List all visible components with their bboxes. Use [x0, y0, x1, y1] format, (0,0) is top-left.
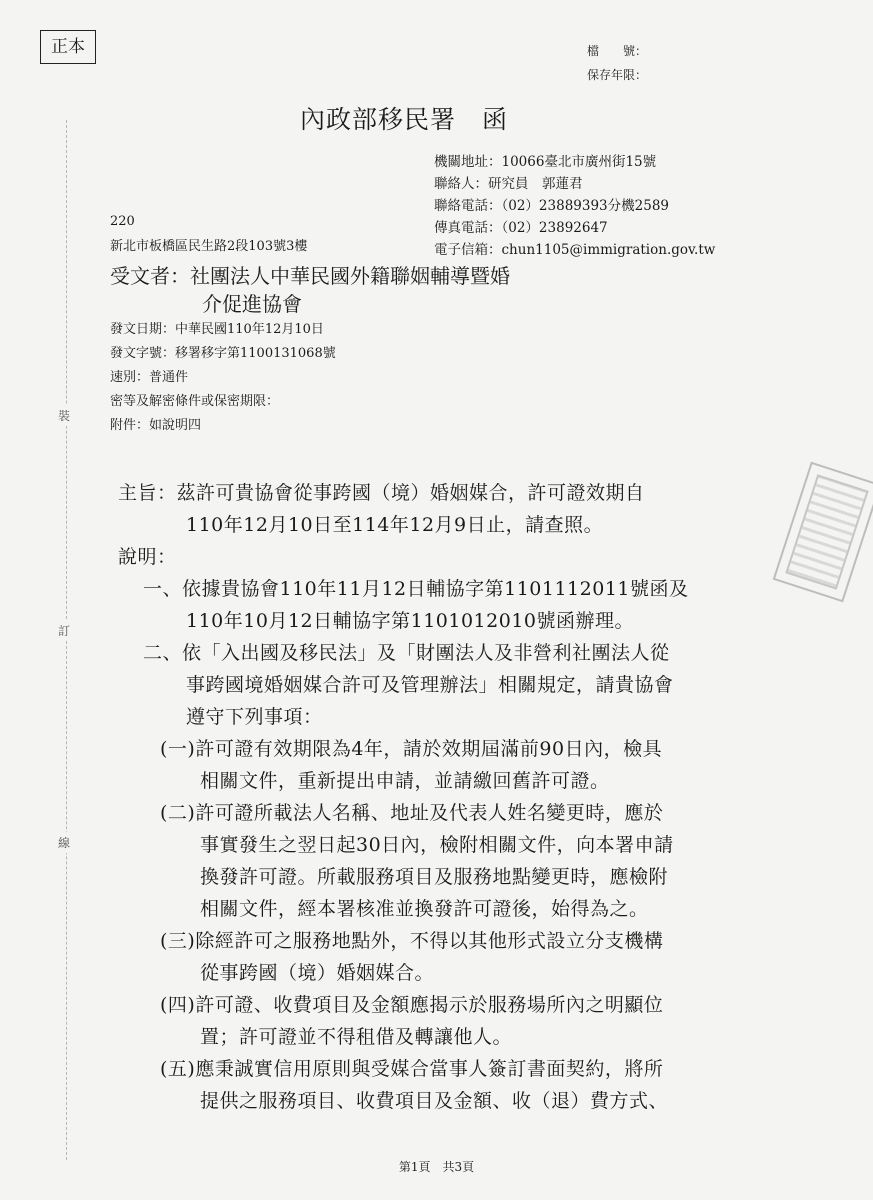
binding-mark-staple: 訂 [58, 620, 70, 641]
item-2-line-2: 事實發生之翌日起30日內，檢附相關文件，向本署申請 [200, 834, 674, 856]
retention-period-label: 保存年限： [587, 68, 648, 82]
explanation-heading: 說明： [118, 546, 177, 568]
subject-line-1: 主旨：茲許可貴協會從事跨國（境）婚姻媒合，許可證效期自 [118, 482, 645, 504]
item-5-line-2: 提供之服務項目、收費項目及金額、收（退）費方式、 [200, 1090, 669, 1112]
item-5-line-1: (五)應秉誠實信用原則與受媒合當事人簽訂書面契約，將所 [160, 1058, 664, 1080]
agency-phone: 聯絡電話：（02）23889393分機2589 [434, 198, 669, 214]
item-3-line-2: 從事跨國（境）婚姻媒合。 [200, 962, 435, 984]
recipient-zip: 220 [110, 214, 135, 229]
recipient-line-2: 介促進協會 [202, 292, 302, 316]
attachment-note: 附件：如說明四 [110, 418, 202, 433]
secrecy-level: 密等及解密條件或保密期限： [110, 394, 280, 409]
item-1-line-1: (一)許可證有效期限為4年，請於效期屆滿前90日內，檢具 [160, 738, 663, 760]
document-title: 內政部移民署 函 [300, 105, 509, 134]
binding-mark-bind: 裝 [58, 405, 70, 426]
item-2-line-1: (二)許可證所載法人名稱、地址及代表人姓名變更時，應於 [160, 802, 664, 824]
item-2-line-3: 換發許可證。所載服務項目及服務地點變更時，應檢附 [200, 866, 669, 888]
issue-date: 發文日期：中華民國110年12月10日 [110, 322, 324, 337]
recipient-street: 新北市板橋區民生路2段103號3樓 [110, 239, 308, 254]
item-4-line-1: (四)許可證、收費項目及金額應揭示於服務場所內之明顯位 [160, 994, 664, 1016]
point-2-line-2: 事跨國境婚姻媒合許可及管理辦法」相關規定，請貴協會 [186, 674, 674, 696]
page-footer: 第1頁 共3頁 [398, 1160, 475, 1174]
agency-email: 電子信箱：chun1105@immigration.gov.tw [434, 242, 716, 258]
recipient-line-1: 受文者：社團法人中華民國外籍聯姻輔導暨婚 [110, 264, 510, 288]
agency-address: 機關地址：10066臺北市廣州街15號 [434, 154, 657, 170]
delivery-speed: 速別：普通件 [110, 370, 189, 385]
agency-fax: 傳真電話：（02）23892647 [434, 220, 608, 236]
point-1-line-2: 110年10月12日輔協字第1101012010號函辦理。 [186, 610, 635, 632]
item-4-line-2: 置；許可證並不得租借及轉讓他人。 [200, 1026, 513, 1048]
point-2-line-3: 遵守下列事項： [186, 706, 323, 728]
subject-line-2: 110年12月10日至114年12月9日止，請查照。 [186, 514, 604, 536]
item-2-line-4: 相關文件，經本署核准並換發許可證後，始得為之。 [200, 898, 649, 920]
point-2-line-1: 二、依「入出國及移民法」及「財團法人及非營利社團法人從 [143, 642, 670, 664]
original-copy-mark: 正本 [40, 30, 96, 64]
binding-mark-line: 線 [58, 832, 70, 853]
agency-contact: 聯絡人：研究員 郭蓮君 [434, 176, 583, 192]
item-1-line-2: 相關文件，重新提出申請，並請繳回舊許可證。 [200, 770, 610, 792]
item-3-line-1: (三)除經許可之服務地點外，不得以其他形式設立分支機構 [160, 930, 664, 952]
official-seal-stamp [773, 462, 873, 603]
point-1-line-1: 一、依據貴協會110年11月12日輔協字第1101112011號函及 [143, 578, 689, 600]
recipient [110, 262, 510, 318]
file-number-label: 檔 號： [587, 44, 648, 58]
issue-number: 發文字號：移署移字第1100131068號 [110, 346, 336, 361]
